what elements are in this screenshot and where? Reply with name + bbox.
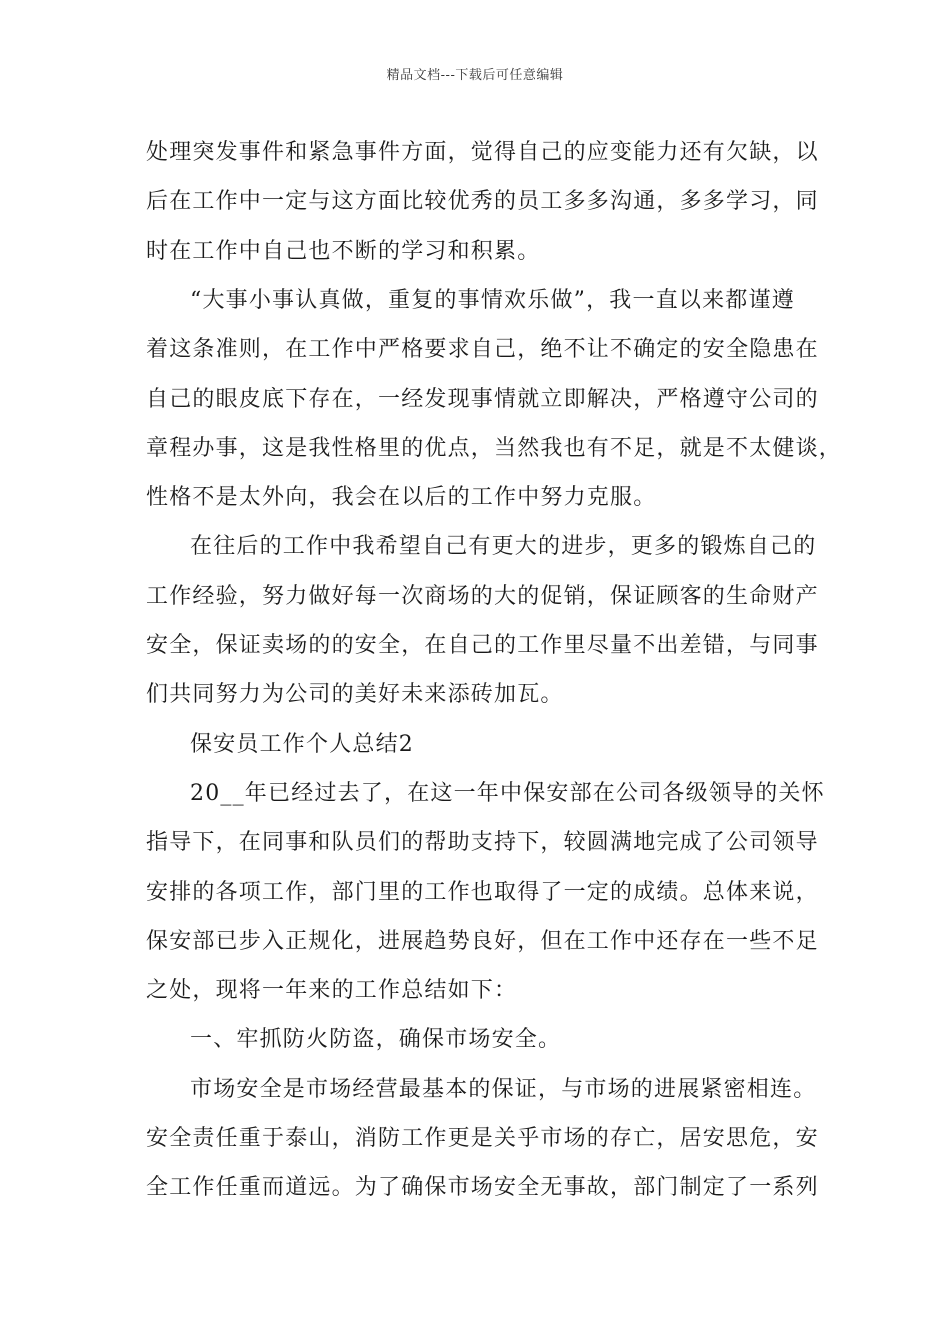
- text-line: 之处，现将一年来的工作总结如下：: [146, 978, 518, 1004]
- text-line: 安全，保证卖场的的安全，在自己的工作里尽量不出差错，与同事: [146, 633, 819, 658]
- text-line: “大事小事认真做，重复的事情欢乐做”，我一直以来都谨遵: [190, 287, 795, 313]
- text-line: 着这条准则，在工作中严格要求自己，绝不让不确定的安全隐患在: [146, 337, 819, 363]
- text-line: 安排的各项工作，部门里的工作也取得了一定的成绩。总体来说，: [146, 879, 819, 905]
- page-header: 精品文档---下载后可任意编辑: [386, 68, 564, 83]
- text-line: 保安员工作个人总结2: [190, 731, 414, 757]
- text-line: 后在工作中一定与这方面比较优秀的员工多多沟通，多多学习，同: [146, 189, 819, 215]
- text-line: 章程办事，这是我性格里的优点，当然我也有不足，就是不太健谈，: [146, 435, 843, 461]
- text-line: 性格不是太外向，我会在以后的工作中努力克服。: [146, 485, 657, 511]
- text-line: 自己的眼皮底下存在，一经发现事情就立即解决，严格遵守公司的: [146, 386, 819, 412]
- text-line: 们共同努力为公司的美好未来添砖加瓦。: [146, 682, 564, 708]
- text-line: 20__年已经过去了，在这一年中保安部在公司各级领导的关怀: [190, 780, 825, 806]
- text-line: 市场安全是市场经营最基本的保证，与市场的进展紧密相连。: [190, 1076, 817, 1102]
- text-line: 安全责任重于泰山，消防工作更是关乎市场的存亡，居安思危，安: [146, 1126, 819, 1151]
- text-line: 工作经验，努力做好每一次商场的大的促销，保证顾客的生命财产: [146, 583, 819, 609]
- text-line: 时在工作中自己也不断的学习和积累。: [146, 238, 541, 264]
- text-line: 处理突发事件和紧急事件方面，觉得自己的应变能力还有欠缺，以: [146, 140, 819, 165]
- text-line: 在往后的工作中我希望自己有更大的进步，更多的锻炼自己的: [190, 534, 817, 560]
- text-line: 一、牢抓防火防盗，确保市场安全。: [190, 1027, 562, 1053]
- text-line: 全工作任重而道远。为了确保市场安全无事故，部门制定了一系列: [146, 1175, 819, 1201]
- text-line: 保安部已步入正规化，进展趋势良好，但在工作中还存在一些不足: [146, 928, 819, 954]
- text-line: 指导下，在同事和队员们的帮助支持下，较圆满地完成了公司领导: [146, 830, 819, 856]
